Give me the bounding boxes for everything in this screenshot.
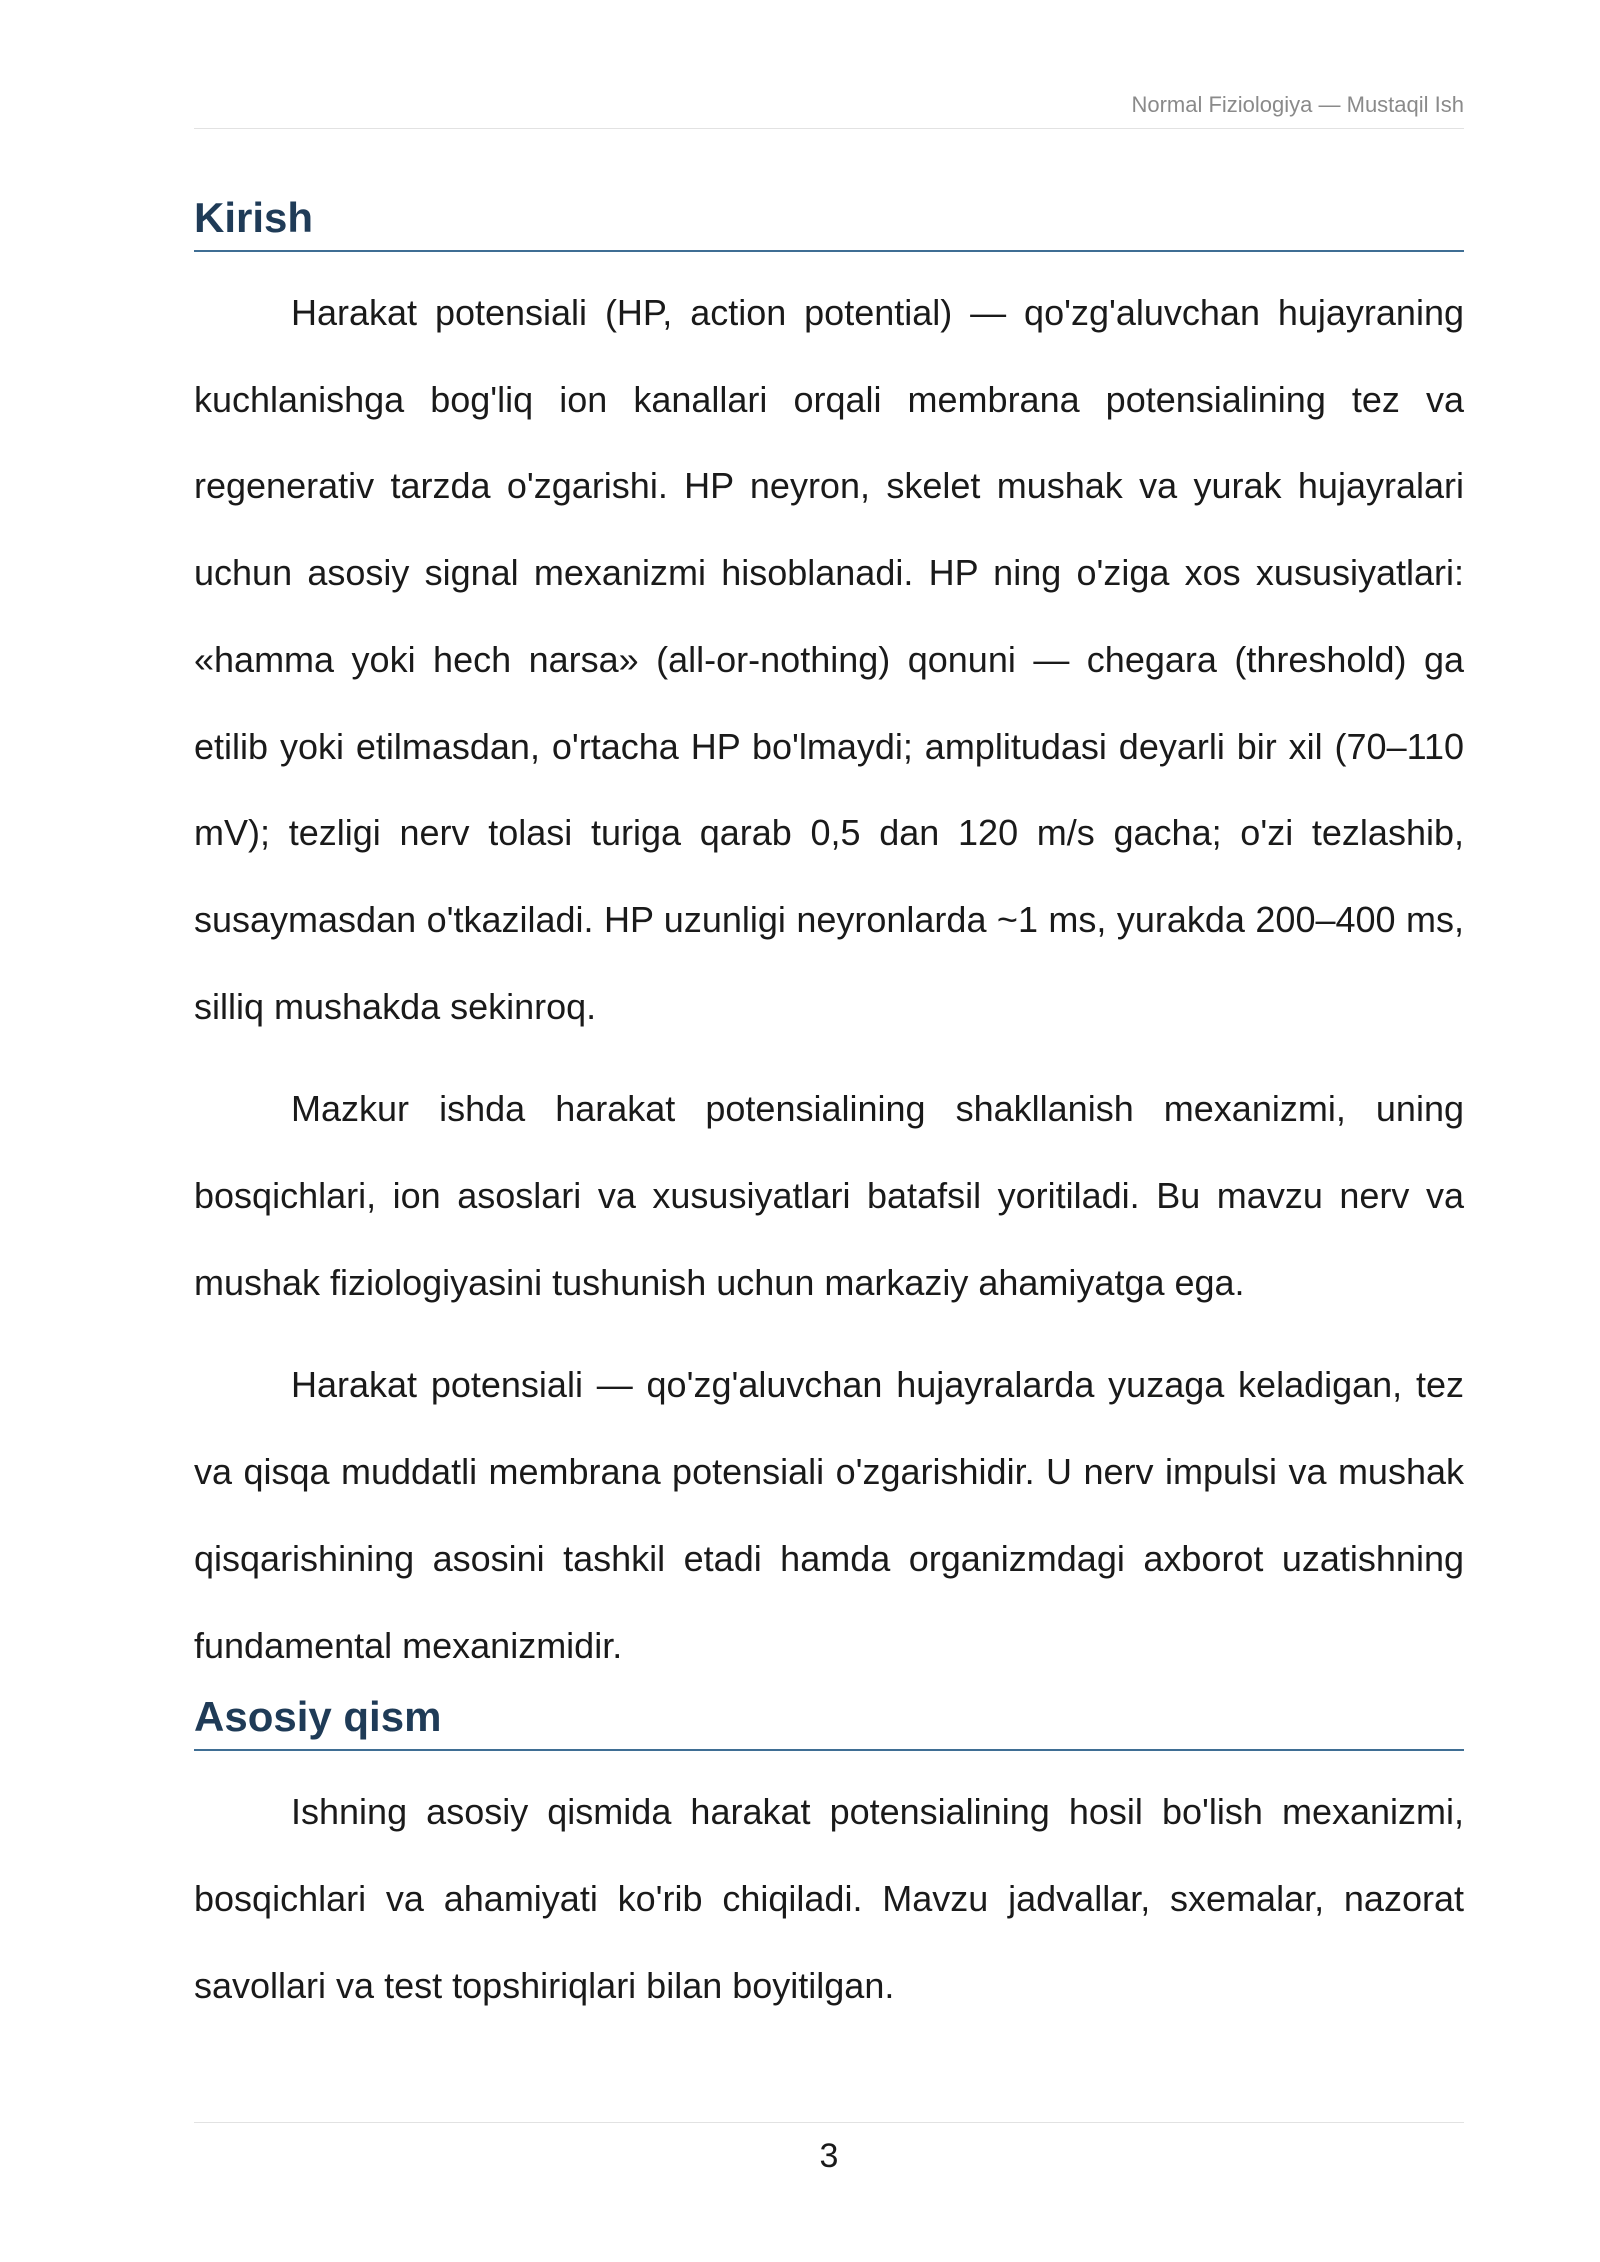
running-header: Normal Fiziologiya — Mustaqil Ish (194, 92, 1464, 129)
section-heading-kirish: Kirish (194, 190, 1464, 252)
paragraph: Ishning asosiy qismida harakat potensialining hosil bo'lish mexanizmi, bosqichlari va ahamiyati ko'rib chiqiladi. Mavzu jadvallar, sxemalar, nazorat savollari va test topshiriqlari bilan boyitilgan. (194, 1791, 1464, 2006)
page-number: 3 (819, 2137, 839, 2175)
paragraph: Harakat potensiali (HP, action potential) — qo'zg'aluvchan hujayraning kuchlanishga bog'liq ion kanallari orqali membrana potensialining tez va regenerativ tarzda o'zgarishi. HP neyron, skelet mushak va yurak hujayralari uchun asosiy signal mexanizmi hisoblanadi. HP ning o'ziga xos xususiyatlari: «hamma yoki hech narsa» (all-or-nothing) qonuni — chegara (threshold) ga etilib yoki etilmasdan, o'rtacha HP bo'lmaydi; amplitudasi deyarli bir xil (70–110 mV); tezligi nerv tolasi turiga qarab 0,5 dan 120 m/s gacha; o'zi tezlashib, susaymasdan o'tkaziladi. HP uzunligi neyronlarda ~1 ms, yurakda 200–400 ms, silliq mushakda sekinroq. (194, 292, 1464, 1027)
section-heading-asosiy-qism: Asosiy qism (194, 1689, 1464, 1751)
page-footer (194, 2122, 1464, 2176)
paragraph: Mazkur ishda harakat potensialining shakllanish mexanizmi, uning bosqichlari, ion asoslari va xususiyatlari batafsil yoritiladi. Bu mavzu nerv va mushak fiziologiyasini tushunish uchun markaziy ahamiyatga ega. (194, 1088, 1464, 1303)
paragraph: Harakat potensiali — qo'zg'aluvchan hujayralarda yuzaga keladigan, tez va qisqa muddatli membrana potensiali o'zgarishidir. U nerv impulsi va mushak qisqarishining asosini tashkil etadi hamda organizmdagi axborot uzatishning fundamental mexanizmidir. (194, 1364, 1464, 1666)
page-content (194, 190, 1464, 2029)
